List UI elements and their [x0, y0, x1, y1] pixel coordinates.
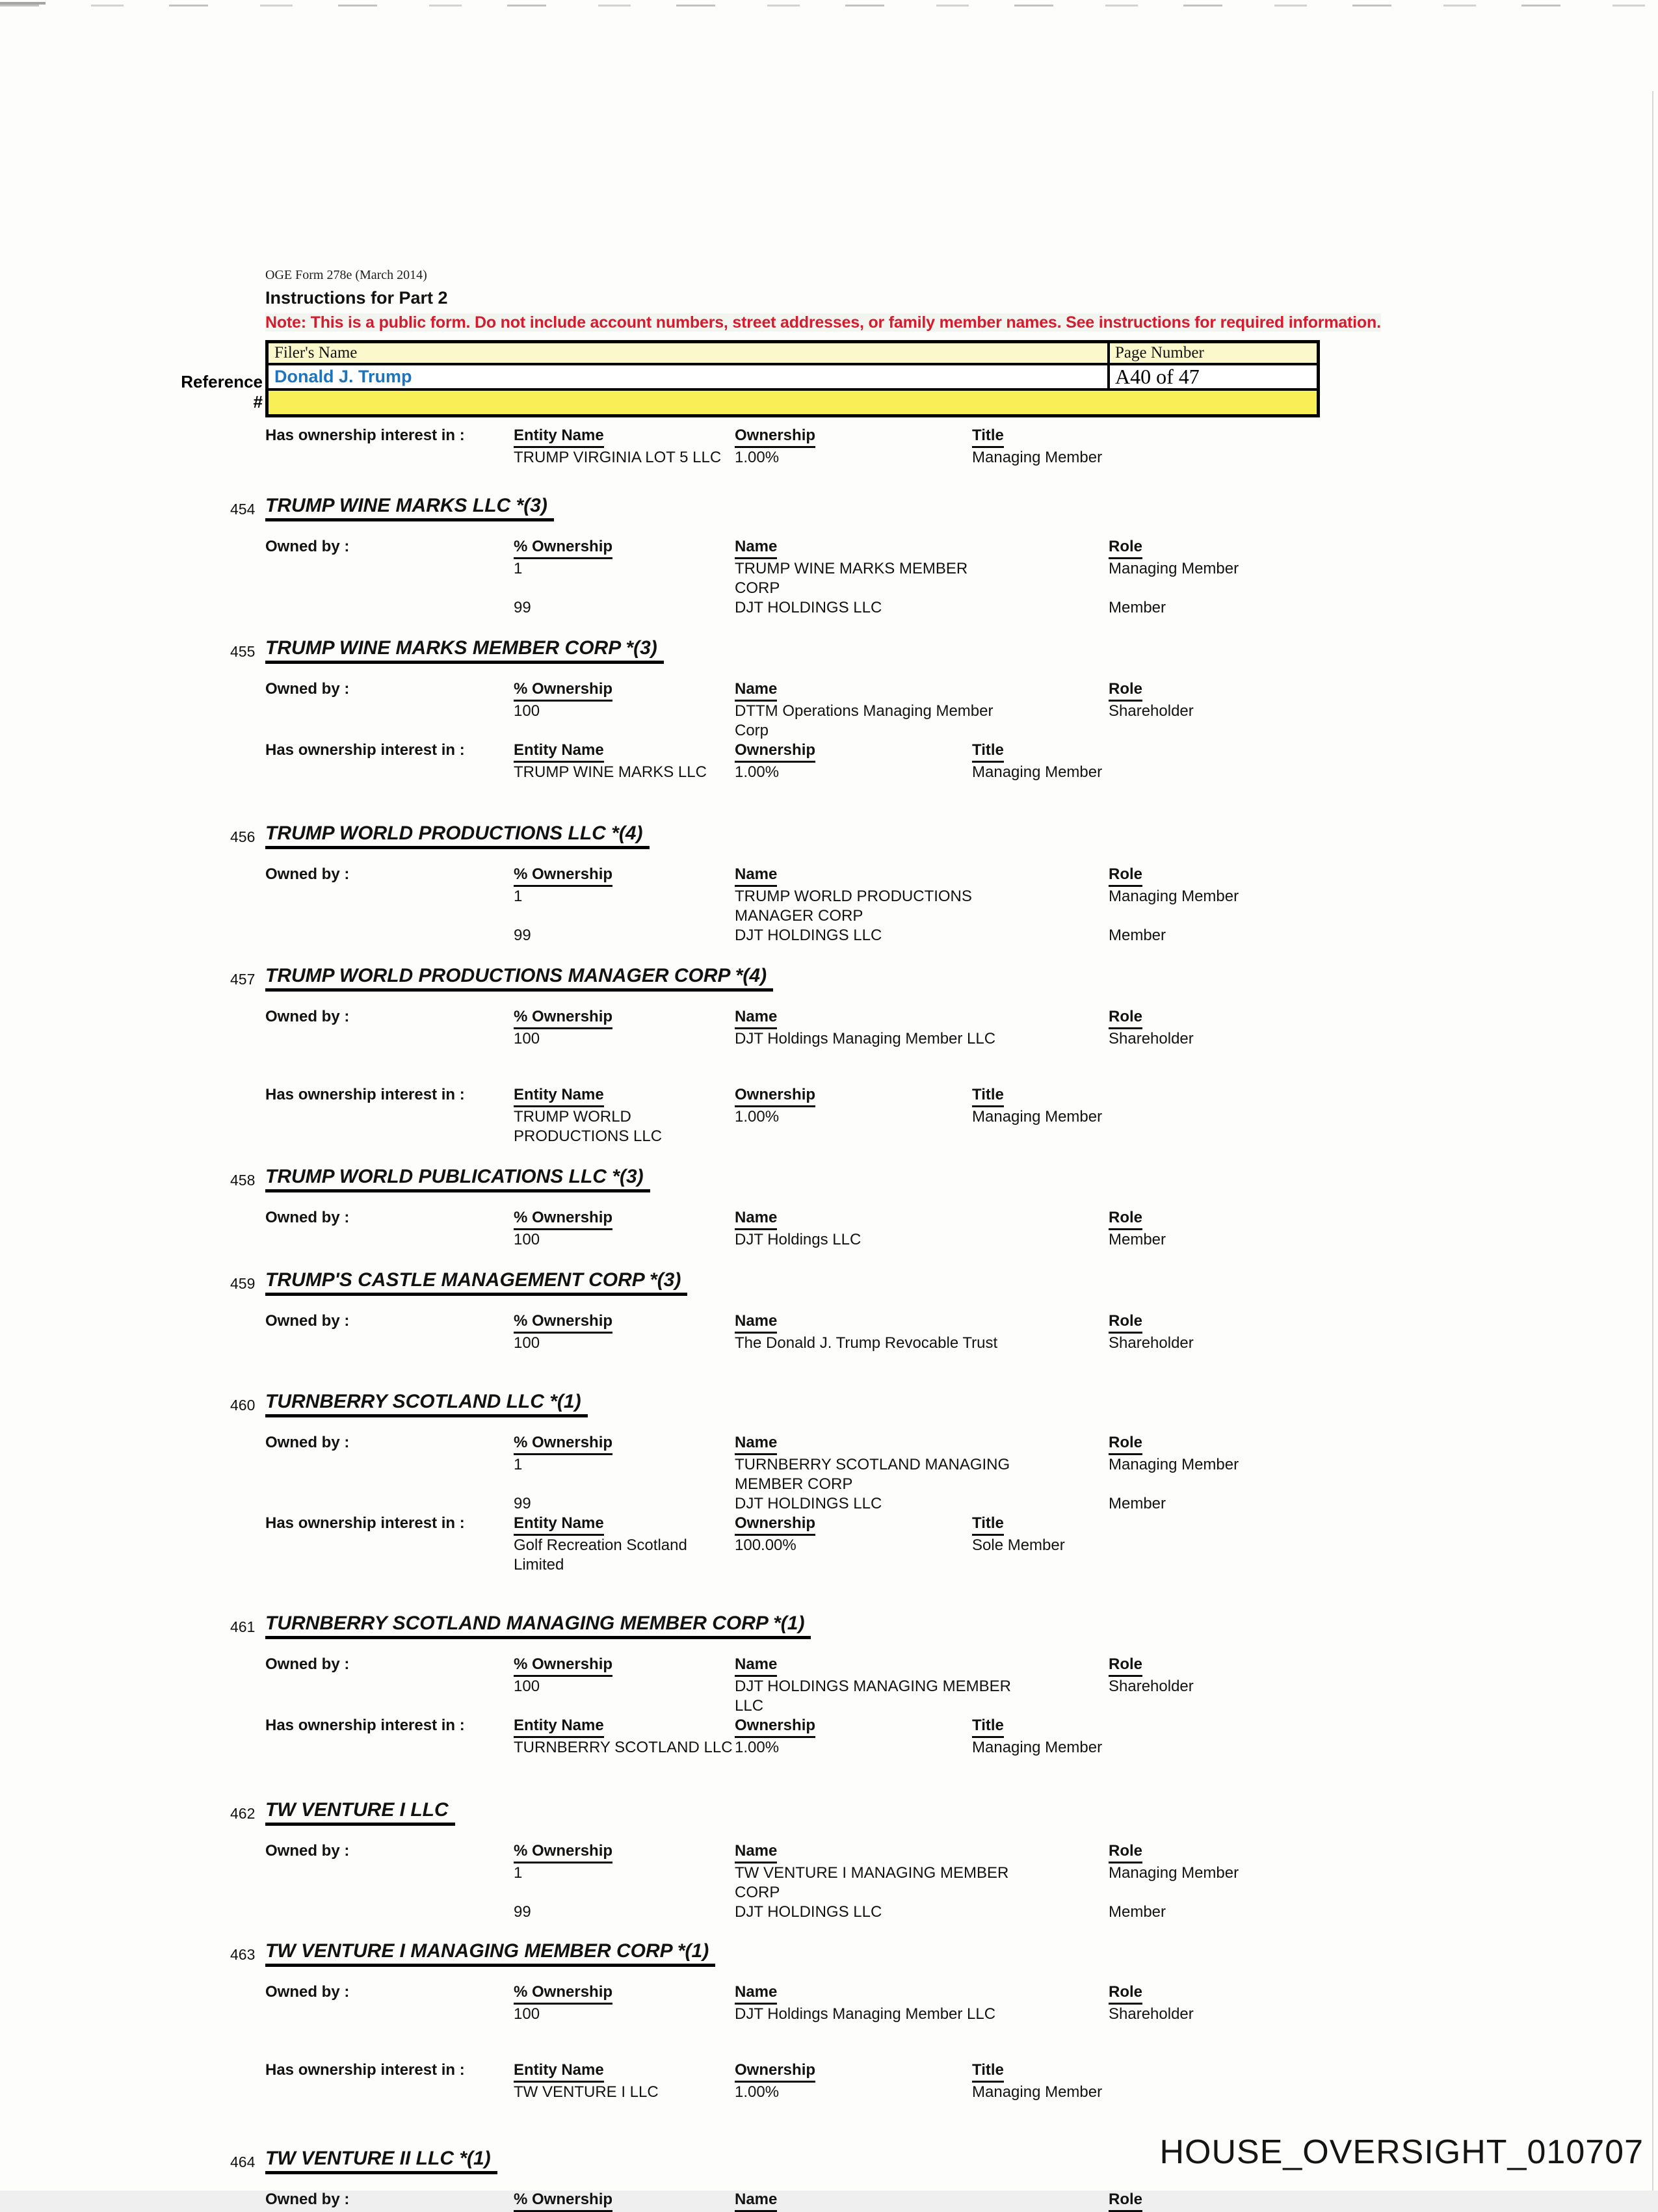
pct-ownership-header: % Ownership — [514, 1655, 612, 1677]
pct-ownership-header: % Ownership — [514, 537, 612, 559]
role-header: Role — [1109, 865, 1142, 887]
owner-name: The Donald J. Trump Revocable Trust — [735, 1334, 998, 1352]
ownership-header: Ownership — [735, 741, 815, 763]
name-header: Name — [735, 1841, 777, 1863]
filer-name-label: Filer's Name — [274, 344, 358, 362]
owner-pct: 100 — [514, 1678, 540, 1695]
reference-number: 461 — [230, 1618, 256, 1635]
title-header: Title — [972, 1716, 1004, 1738]
owner-role: Shareholder — [1109, 1030, 1194, 1047]
entity-title: TRUMP WORLD PRODUCTIONS LLC *(4) — [265, 823, 650, 849]
reference-number: 454 — [230, 501, 256, 518]
owned-by-label: Owned by : — [265, 1008, 350, 1025]
owner-role: Member — [1109, 1903, 1166, 1921]
pct-ownership-header: % Ownership — [514, 1311, 612, 1334]
owned-by-label: Owned by : — [265, 1434, 350, 1451]
interest-ownership: 1.00% — [735, 449, 780, 466]
entity-title: TURNBERRY SCOTLAND LLC *(1) — [265, 1391, 588, 1417]
owner-pct: 100 — [514, 1334, 540, 1352]
filer-table-value-row — [269, 365, 1317, 391]
reference-number: 460 — [230, 1397, 256, 1414]
role-header: Role — [1109, 537, 1142, 559]
role-header: Role — [1109, 1208, 1142, 1230]
owner-name: TRUMP WINE MARKS MEMBER CORP — [735, 560, 968, 597]
owned-by-block — [265, 1982, 1410, 2024]
reference-number: 455 — [230, 643, 256, 660]
role-header: Role — [1109, 1982, 1142, 2005]
owner-name: DJT HOLDINGS MANAGING MEMBER LLC — [735, 1678, 1011, 1715]
reference-number: 456 — [230, 828, 256, 845]
interest-entity: TW VENTURE I LLC — [514, 2083, 659, 2101]
role-header: Role — [1109, 2190, 1142, 2212]
entity-heading — [230, 1799, 1410, 1826]
owner-name: TRUMP WORLD PRODUCTIONS MANAGER CORP — [735, 888, 972, 925]
owned-by-label: Owned by : — [265, 2191, 350, 2208]
pct-ownership-header: % Ownership — [514, 679, 612, 702]
owner-role: Member — [1109, 1231, 1166, 1248]
has-interest-block — [265, 2061, 1410, 2102]
interest-entity: TRUMP VIRGINIA LOT 5 LLC — [514, 449, 722, 466]
owner-name: DJT HOLDINGS LLC — [735, 927, 882, 944]
interest-title: Managing Member — [972, 763, 1103, 781]
owner-pct: 1 — [514, 1864, 523, 1882]
role-header: Role — [1109, 679, 1142, 702]
interest-title: Sole Member — [972, 1536, 1065, 1554]
owned-by-label: Owned by : — [265, 1655, 350, 1673]
name-header: Name — [735, 2190, 777, 2212]
name-header: Name — [735, 679, 777, 702]
role-header: Role — [1109, 1007, 1142, 1029]
owner-pct: 1 — [514, 888, 523, 905]
form-number: OGE Form 278e (March 2014) — [265, 268, 427, 282]
name-header: Name — [735, 1311, 777, 1334]
owner-pct: 100 — [514, 702, 540, 720]
owner-pct: 99 — [514, 1903, 531, 1921]
owner-name: DJT HOLDINGS LLC — [735, 1495, 882, 1512]
owner-role: Managing Member — [1109, 1456, 1239, 1473]
owned-by-label: Owned by : — [265, 1842, 350, 1860]
entity-title: TURNBERRY SCOTLAND MANAGING MEMBER CORP *(1) — [265, 1613, 811, 1639]
entity-title: TRUMP WINE MARKS MEMBER CORP *(3) — [265, 637, 664, 664]
ownership-header: Ownership — [735, 426, 815, 448]
entity-title: TRUMP'S CASTLE MANAGEMENT CORP *(3) — [265, 1269, 687, 1296]
interest-entity: TRUMP WORLD PRODUCTIONS LLC — [514, 1108, 663, 1145]
owned-by-block — [265, 1655, 1410, 1716]
reference-number: 459 — [230, 1275, 256, 1292]
owner-role: Member — [1109, 927, 1166, 944]
role-header: Role — [1109, 1433, 1142, 1455]
entity-entry-463 — [230, 1940, 1410, 2102]
ownership-header: Ownership — [735, 1716, 815, 1738]
pct-ownership-header: % Ownership — [514, 2190, 612, 2212]
pct-ownership-header: % Ownership — [514, 1982, 612, 2005]
interest-title: Managing Member — [972, 449, 1103, 466]
owner-pct: 100 — [514, 2005, 540, 2023]
pct-ownership-header: % Ownership — [514, 1208, 612, 1230]
reference-label: Reference # — [181, 372, 263, 412]
entity-title: TW VENTURE II LLC *(1) — [265, 2148, 497, 2174]
owner-name: DJT Holdings Managing Member LLC — [735, 1030, 996, 1047]
role-header: Role — [1109, 1655, 1142, 1677]
owner-role: Managing Member — [1109, 560, 1239, 577]
pct-ownership-header: % Ownership — [514, 865, 612, 887]
pct-ownership-header: % Ownership — [514, 1007, 612, 1029]
owned-by-block — [265, 679, 1410, 741]
owner-role: Managing Member — [1109, 1864, 1239, 1882]
entity-entry-454 — [230, 495, 1410, 618]
pct-ownership-header: % Ownership — [514, 1433, 612, 1455]
entity-title: TRUMP WORLD PUBLICATIONS LLC *(3) — [265, 1166, 650, 1192]
entity-entry-456 — [230, 823, 1410, 945]
owner-role: Shareholder — [1109, 1334, 1194, 1352]
entity-name-header: Entity Name — [514, 2061, 604, 2083]
has-interest-label: Has ownership interest in : — [265, 427, 465, 444]
interest-title: Managing Member — [972, 1108, 1103, 1126]
page-number-label: Page Number — [1107, 343, 1317, 363]
owner-name: DJT HOLDINGS LLC — [735, 1903, 882, 1921]
entity-entry-462 — [230, 1799, 1410, 1922]
page-number-value: A40 of 47 — [1107, 365, 1317, 388]
entity-name-header: Entity Name — [514, 741, 604, 763]
owned-by-block — [265, 865, 1410, 945]
has-interest-label: Has ownership interest in : — [265, 2061, 465, 2079]
owned-by-label: Owned by : — [265, 680, 350, 698]
title-header: Title — [972, 1085, 1004, 1107]
has-interest-label: Has ownership interest in : — [265, 741, 465, 759]
interest-ownership: 1.00% — [735, 763, 780, 781]
has-interest-block — [265, 1085, 1410, 1146]
owner-name: DJT HOLDINGS LLC — [735, 599, 882, 616]
scan-artifact-top-left-mark — [0, 2, 46, 5]
has-interest-block — [265, 741, 1410, 782]
owner-pct: 99 — [514, 1495, 531, 1512]
entity-name-header: Entity Name — [514, 1716, 604, 1738]
entity-title: TW VENTURE I LLC — [265, 1799, 455, 1826]
owner-role: Member — [1109, 599, 1166, 616]
owner-name: DJT Holdings LLC — [735, 1231, 862, 1248]
owned-by-block — [265, 1433, 1410, 1514]
role-header: Role — [1109, 1311, 1142, 1334]
owner-role: Managing Member — [1109, 888, 1239, 905]
entity-entry-459 — [230, 1269, 1410, 1353]
owner-pct: 99 — [514, 927, 531, 944]
title-header: Title — [972, 426, 1004, 448]
owned-by-label: Owned by : — [265, 1312, 350, 1330]
owner-role: Shareholder — [1109, 2005, 1194, 2023]
interest-ownership: 1.00% — [735, 2083, 780, 2101]
form-content — [181, 268, 1410, 2212]
owner-name: DJT Holdings Managing Member LLC — [735, 2005, 996, 2023]
title-header: Title — [972, 1514, 1004, 1536]
entity-entry-455 — [230, 637, 1410, 782]
owner-role: Member — [1109, 1495, 1166, 1512]
owner-pct: 100 — [514, 1030, 540, 1047]
owned-by-block — [265, 1007, 1410, 1049]
filer-info-table — [181, 340, 1320, 417]
entity-name-header: Entity Name — [514, 426, 604, 448]
owned-by-block — [265, 2190, 1410, 2212]
interest-ownership: 100.00% — [735, 1536, 796, 1554]
entity-heading — [230, 965, 1410, 992]
has-interest-label: Has ownership interest in : — [265, 1514, 465, 1532]
owner-role: Shareholder — [1109, 1678, 1194, 1695]
title-header: Title — [972, 2061, 1004, 2083]
ownership-header: Ownership — [735, 1085, 815, 1107]
owned-by-block — [265, 1311, 1410, 1353]
entity-heading — [230, 1613, 1410, 1639]
owned-by-block — [265, 1208, 1410, 1250]
owner-name: TW VENTURE I MANAGING MEMBER CORP — [735, 1864, 1009, 1901]
reference-number: 463 — [230, 1946, 256, 1963]
reference-number: 462 — [230, 1805, 256, 1822]
ownership-header: Ownership — [735, 1514, 815, 1536]
scan-artifact-right-edge — [1652, 91, 1653, 2191]
filer-name-value: Donald J. Trump — [274, 367, 412, 386]
owner-pct: 100 — [514, 1231, 540, 1248]
owner-pct: 1 — [514, 560, 523, 577]
name-header: Name — [735, 1208, 777, 1230]
entity-entry-461 — [230, 1613, 1410, 1758]
name-header: Name — [735, 1007, 777, 1029]
interest-entity: TURNBERRY SCOTLAND LLC — [514, 1739, 733, 1756]
interest-ownership: 1.00% — [735, 1108, 780, 1126]
filer-table-header-row — [269, 343, 1317, 365]
has-interest-block — [265, 1514, 1410, 1575]
entity-title: TRUMP WINE MARKS LLC *(3) — [265, 495, 554, 521]
has-interest-label: Has ownership interest in : — [265, 1086, 465, 1103]
owner-role: Shareholder — [1109, 702, 1194, 720]
entity-heading — [230, 1166, 1410, 1192]
entity-entry-457 — [230, 965, 1410, 1146]
role-header: Role — [1109, 1841, 1142, 1863]
reference-number: 464 — [230, 2153, 256, 2170]
has-interest-label: Has ownership interest in : — [265, 1717, 465, 1734]
entity-heading — [230, 1391, 1410, 1417]
continuation-ownership-block — [265, 426, 1410, 467]
public-form-note: Note: This is a public form. Do not include account numbers, street addresses, or family member names. See instructions for required information. — [265, 313, 1381, 332]
reference-number-row — [269, 391, 1317, 414]
reference-number: 458 — [230, 1172, 256, 1189]
name-header: Name — [735, 1982, 777, 2005]
interest-title: Managing Member — [972, 2083, 1103, 2101]
entity-title: TRUMP WORLD PRODUCTIONS MANAGER CORP *(4) — [265, 965, 773, 992]
scan-artifact-top-line — [0, 5, 1658, 7]
entity-entry-458 — [230, 1166, 1410, 1250]
name-header: Name — [735, 865, 777, 887]
title-header: Title — [972, 741, 1004, 763]
entity-title: TW VENTURE I MANAGING MEMBER CORP *(1) — [265, 1940, 715, 1967]
instructions-title: Instructions for Part 2 — [265, 288, 448, 308]
owned-by-label: Owned by : — [265, 1209, 350, 1226]
entity-heading — [230, 1940, 1410, 1967]
interest-entity: Golf Recreation Scotland Limited — [514, 1536, 687, 1573]
owner-name: TURNBERRY SCOTLAND MANAGING MEMBER CORP — [735, 1456, 1010, 1493]
reference-number: 457 — [230, 971, 256, 988]
interest-title: Managing Member — [972, 1739, 1103, 1756]
has-interest-block — [265, 1716, 1410, 1758]
owner-name: DTTM Operations Managing Member Corp — [735, 702, 993, 739]
interest-entity: TRUMP WINE MARKS LLC — [514, 763, 707, 781]
entity-heading — [230, 823, 1410, 849]
entity-name-header: Entity Name — [514, 1514, 604, 1536]
entity-heading — [230, 637, 1410, 664]
interest-ownership: 1.00% — [735, 1739, 780, 1756]
entity-heading — [230, 495, 1410, 521]
pct-ownership-header: % Ownership — [514, 1841, 612, 1863]
owner-pct: 99 — [514, 599, 531, 616]
owned-by-block — [265, 537, 1410, 618]
entity-heading — [230, 1269, 1410, 1296]
bates-stamp: HOUSE_OVERSIGHT_010707 — [1159, 2133, 1644, 2171]
entity-name-header: Entity Name — [514, 1085, 604, 1107]
owner-pct: 1 — [514, 1456, 523, 1473]
owned-by-block — [265, 1841, 1410, 1922]
owned-by-label: Owned by : — [265, 1983, 350, 2001]
entity-entry-460 — [230, 1391, 1410, 1575]
name-header: Name — [735, 537, 777, 559]
owned-by-label: Owned by : — [265, 865, 350, 883]
name-header: Name — [735, 1433, 777, 1455]
owned-by-label: Owned by : — [265, 538, 350, 555]
name-header: Name — [735, 1655, 777, 1677]
ownership-header: Ownership — [735, 2061, 815, 2083]
